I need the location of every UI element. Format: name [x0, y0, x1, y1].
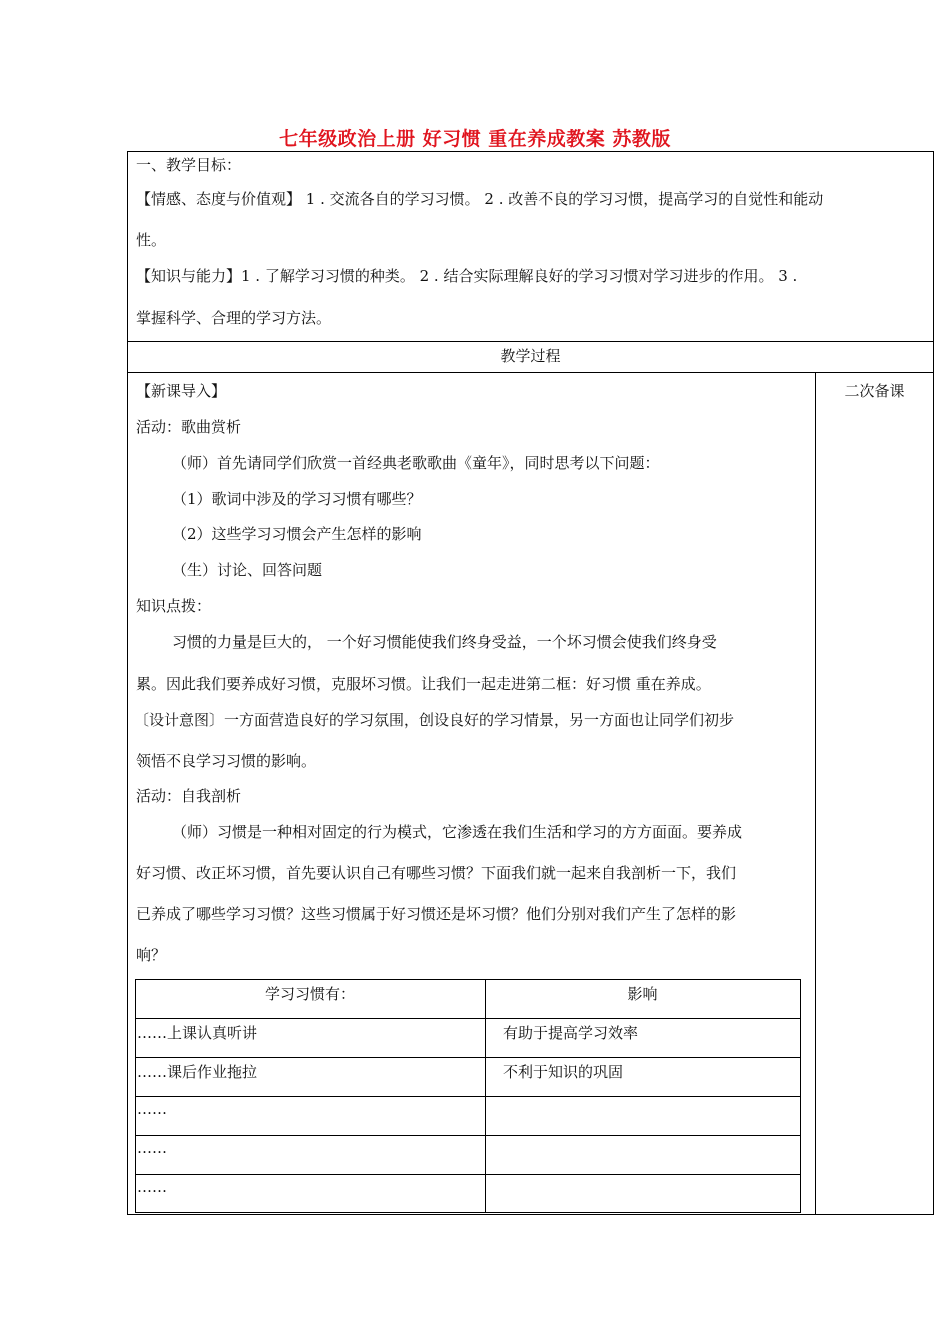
- teacher-paragraph-line1: （师）习惯是一种相对固定的行为模式，它渗透在我们生活和学习的方方面面。要养成: [172, 823, 743, 841]
- habit-table-header-habit: 学习习惯有：: [264, 985, 355, 1003]
- frame-top: [127, 151, 934, 152]
- habit-table-cell: ……课后作业拖拉: [137, 1063, 258, 1081]
- document-title: 七年级政治上册 好习惯 重在养成教案 苏教版: [279, 128, 671, 150]
- objective-emotion-line2: 性。: [136, 231, 167, 249]
- habit-table-row-line: [135, 1057, 801, 1058]
- habit-table-middle: [485, 979, 486, 1213]
- habit-table-cell: 不利于知识的巩固: [503, 1063, 624, 1081]
- activity-self-analysis: 活动：自我剖析: [136, 787, 242, 805]
- teacher-paragraph-line2: 好习惯、改正坏习惯，首先要认识自己有哪些习惯？下面我们就一起来自我剖析一下，我们: [136, 864, 737, 882]
- activity-song: 活动：歌曲赏析: [136, 418, 242, 436]
- frame-right: [933, 151, 934, 1215]
- habit-table-top: [135, 979, 801, 980]
- habit-table-cell: ……: [137, 1139, 167, 1157]
- habit-table-header-effect: 影响: [627, 985, 658, 1003]
- knowledge-point-label: 知识点拨：: [136, 597, 212, 615]
- student-response: （生）讨论、回答问题: [172, 561, 323, 579]
- teacher-paragraph-line4: 响？: [136, 946, 167, 964]
- habit-table-left: [135, 979, 136, 1213]
- habit-table-row-line: [135, 1096, 801, 1097]
- objective-knowledge-line2: 掌握科学、合理的学习方法。: [136, 309, 332, 327]
- knowledge-point-line2: 累。因此我们要养成好习惯，克服坏习惯。让我们一起走进第二框：好习惯 重在养成。: [136, 675, 711, 693]
- process-header: 教学过程: [500, 347, 561, 365]
- divider-side-column: [815, 372, 816, 1214]
- divider-objectives: [127, 341, 934, 342]
- frame-left: [127, 151, 128, 1215]
- question-2: （2）这些学习习惯会产生怎样的影响: [172, 525, 422, 543]
- frame-bottom: [127, 1214, 934, 1215]
- knowledge-point-line1: 习惯的力量是巨大的， 一个好习惯能使我们终身受益，一个坏习惯会使我们终身受: [172, 633, 717, 651]
- question-1: （1）歌词中涉及的学习习惯有哪些？: [172, 490, 422, 508]
- teacher-paragraph-line3: 已养成了哪些学习习惯？这些习惯属于好习惯还是坏习惯？他们分别对我们产生了怎样的影: [136, 905, 737, 923]
- teacher-instruction: （师）首先请同学们欣赏一首经典老歌歌曲《童年》，同时思考以下问题：: [172, 454, 660, 472]
- objectives-heading: 一、教学目标：: [136, 156, 242, 174]
- design-intent-line1: 〔设计意图〕一方面营造良好的学习氛围，创设良好的学习情景，另一方面也让同学们初步: [134, 711, 735, 729]
- section-intro: 【新课导入】: [136, 382, 227, 400]
- habit-table-cell: ……: [137, 1178, 167, 1196]
- objective-emotion-line1: 【情感、态度与价值观】 1 . 交流各自的学习习惯。 2 . 改善不良的学习习惯，提高学习的自觉性和能动: [136, 190, 824, 208]
- habit-table-row-line: [135, 1018, 801, 1019]
- side-column-header: 二次备课: [844, 382, 905, 400]
- habit-table-bottom: [135, 1212, 801, 1213]
- habit-table-cell: ……上课认真听讲: [137, 1024, 258, 1042]
- habit-table-row-line: [135, 1135, 801, 1136]
- habit-table-row-line: [135, 1174, 801, 1175]
- divider-process: [127, 372, 934, 373]
- design-intent-line2: 领悟不良学习习惯的影响。: [136, 752, 317, 770]
- objective-knowledge-line1: 【知识与能力】1 . 了解学习习惯的种类。 2 . 结合实际理解良好的学习习惯对学习进步的作用。 3 .: [136, 267, 798, 285]
- habit-table-right: [800, 979, 801, 1213]
- habit-table-cell: 有助于提高学习效率: [503, 1024, 639, 1042]
- habit-table-cell: ……: [137, 1100, 167, 1118]
